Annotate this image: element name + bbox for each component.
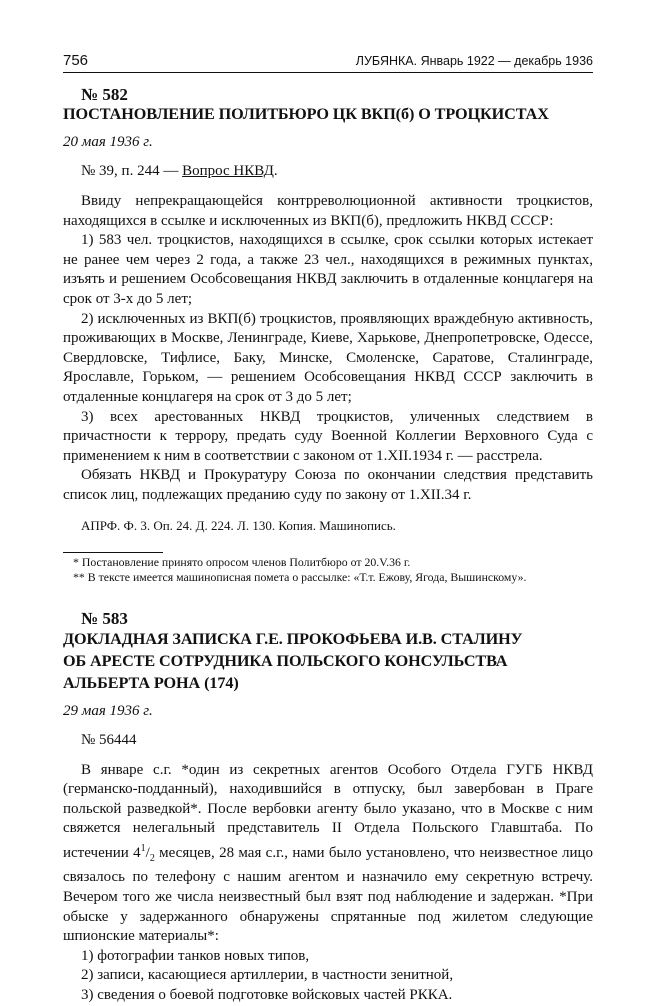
fraction-denominator: 2 [149,852,155,864]
document-number: № 583 [81,608,128,628]
document-title [63,628,593,694]
paragraph: Обязать НКВД и Прокуратуру Союза по окончании следствия представить список лиц, подлежащих преданию суду по закону от 1.XII.34 г. [63,467,593,503]
document-reference: № 56444 [81,731,137,748]
list-item: 1) фотографии танков новых типов, [81,947,310,964]
document-body [63,192,593,506]
paragraph: 2) исключенных из ВКП(б) троцкистов, проявляющих враждебную активность, проживающих в Москве, Ленинграде, Киеве, Харькове, Днепропетровске, Одессе, Свердловске, Тифлисе, Баку, Минске, Смоленске, Саратове, Сталинграде, Ярославле, Горьком, — решением Особсовещания НКВД СССР заключить в отдаленные концлагеря на срок от 3 до 5 лет; [63,310,593,405]
document-body [63,761,593,1006]
list-item: 3) сведения о боевой подготовке войсковых частей РККА. [81,987,453,1004]
book-page [63,52,593,1006]
page-number: 756 [63,52,89,69]
list-item: 2) записи, касающиеся артиллерии, в частности зенитной, [81,967,454,984]
paragraph-text: месяцев, 28 мая с.г., нами было установлено, что неизвестное лицо связалось по телефону с нашим агентом и назначило ему секретную встречу. Вечером того же числа неизвестный был взят под наблюдение и задержан. *При обыске у задержанного обнаружены спрятанные под жилетом следующие шпионские материалы*: [63,844,593,945]
document-date: 29 мая 1936 г. [63,702,153,719]
reference-suffix: . [273,163,278,179]
document-title: ПОСТАНОВЛЕНИЕ ПОЛИТБЮРО ЦК ВКП(б) О ТРОЦКИСТАХ [63,105,549,123]
running-head [63,52,593,73]
fraction-numerator: 1 [140,842,146,854]
document-583 [63,609,593,1006]
footnotes [63,555,593,585]
footnote: ** В тексте имеется машинописная помета о рассылке: «Т.т. Ежову, Ягода, Вышинскому». [73,569,527,584]
reference-prefix: № 39, п. 244 — [81,163,183,179]
paragraph: 3) всех арестованных НКВД троцкистов, уличенных следствием в причастности к террору, предать суду Военной Коллегии Верховного Суда с применением к ним в соответствии с законом от 1.XII.1934 г. — расстрела. [63,408,593,464]
footnote: * Постановление принято опросом членов Политбюро от 20.V.36 г. [73,554,411,569]
document-582 [63,85,593,585]
reference-subject: Вопрос НКВД [182,163,274,179]
paragraph: 1) 583 чел. троцкистов, находящихся в ссылке, срок ссылки которых истекает не ранее чем через 2 года, а также 23 чел., находящихся в режимных пунктах, изъять и решением Особсовещания НКВД заключить в отдаленные концлагеря на срок от 3-х до 5 лет; [63,232,593,307]
document-reference [81,161,593,181]
document-number: № 582 [81,85,128,104]
archive-source: АПРФ. Ф. 3. Оп. 24. Д. 224. Л. 130. Копия. Машинопись. [81,517,396,533]
paragraph: Ввиду непрекращающейся контрреволюционной активности троцкистов, находящихся в ссылке и исключенных из ВКП(б), предложить НКВД СССР: [63,193,593,229]
title-line: ДОКЛАДНАЯ ЗАПИСКА Г.Е. ПРОКОФЬЕВА И.В. СТАЛИНУ [63,629,523,648]
document-date: 20 мая 1936 г. [63,134,153,150]
paragraph: В январе с.г. *один из секретных агентов Особого Отдела ГУГБ НКВД (германско-подданный), находившийся в отпуску, был завербован в Праге польской разведкой*. После вербовки агенту было указано, что в Москве с ним свяжется нелегальный представитель II Отдела Польского Главштаба. По истечении $4^1/_2$ месяцев, 28 мая с.г., нами было установлено, что неизвестное лицо связалось по телефону с нашим агентом и назначило ему секретную встречу. Вечером того же числа неизвестный был взят под наблюдение и задержан. *При обыске у задержанного обнаружены спрятанные под жилетом следующие шпионские материалы*: [63,761,593,945]
title-line: АЛЬБЕРТА РОНА (174) [63,673,239,692]
paragraph-text: В январе с.г. *один из секретных агентов Особого Отдела ГУГБ НКВД (германско-подданный), находившийся в отпуску, был завербован в Праге польской разведкой*. После вербовки агенту было указано, что в Москве с ним свяжется нелегальный представитель II Отдела Польского Главштаба. По истечении 4 [63,761,593,861]
footnote-divider [63,552,163,553]
title-line: ОБ АРЕСТЕ СОТРУДНИКА ПОЛЬСКОГО КОНСУЛЬСТВА [63,651,508,670]
running-title: ЛУБЯНКА. Январь 1922 — декабрь 1936 [355,54,593,68]
